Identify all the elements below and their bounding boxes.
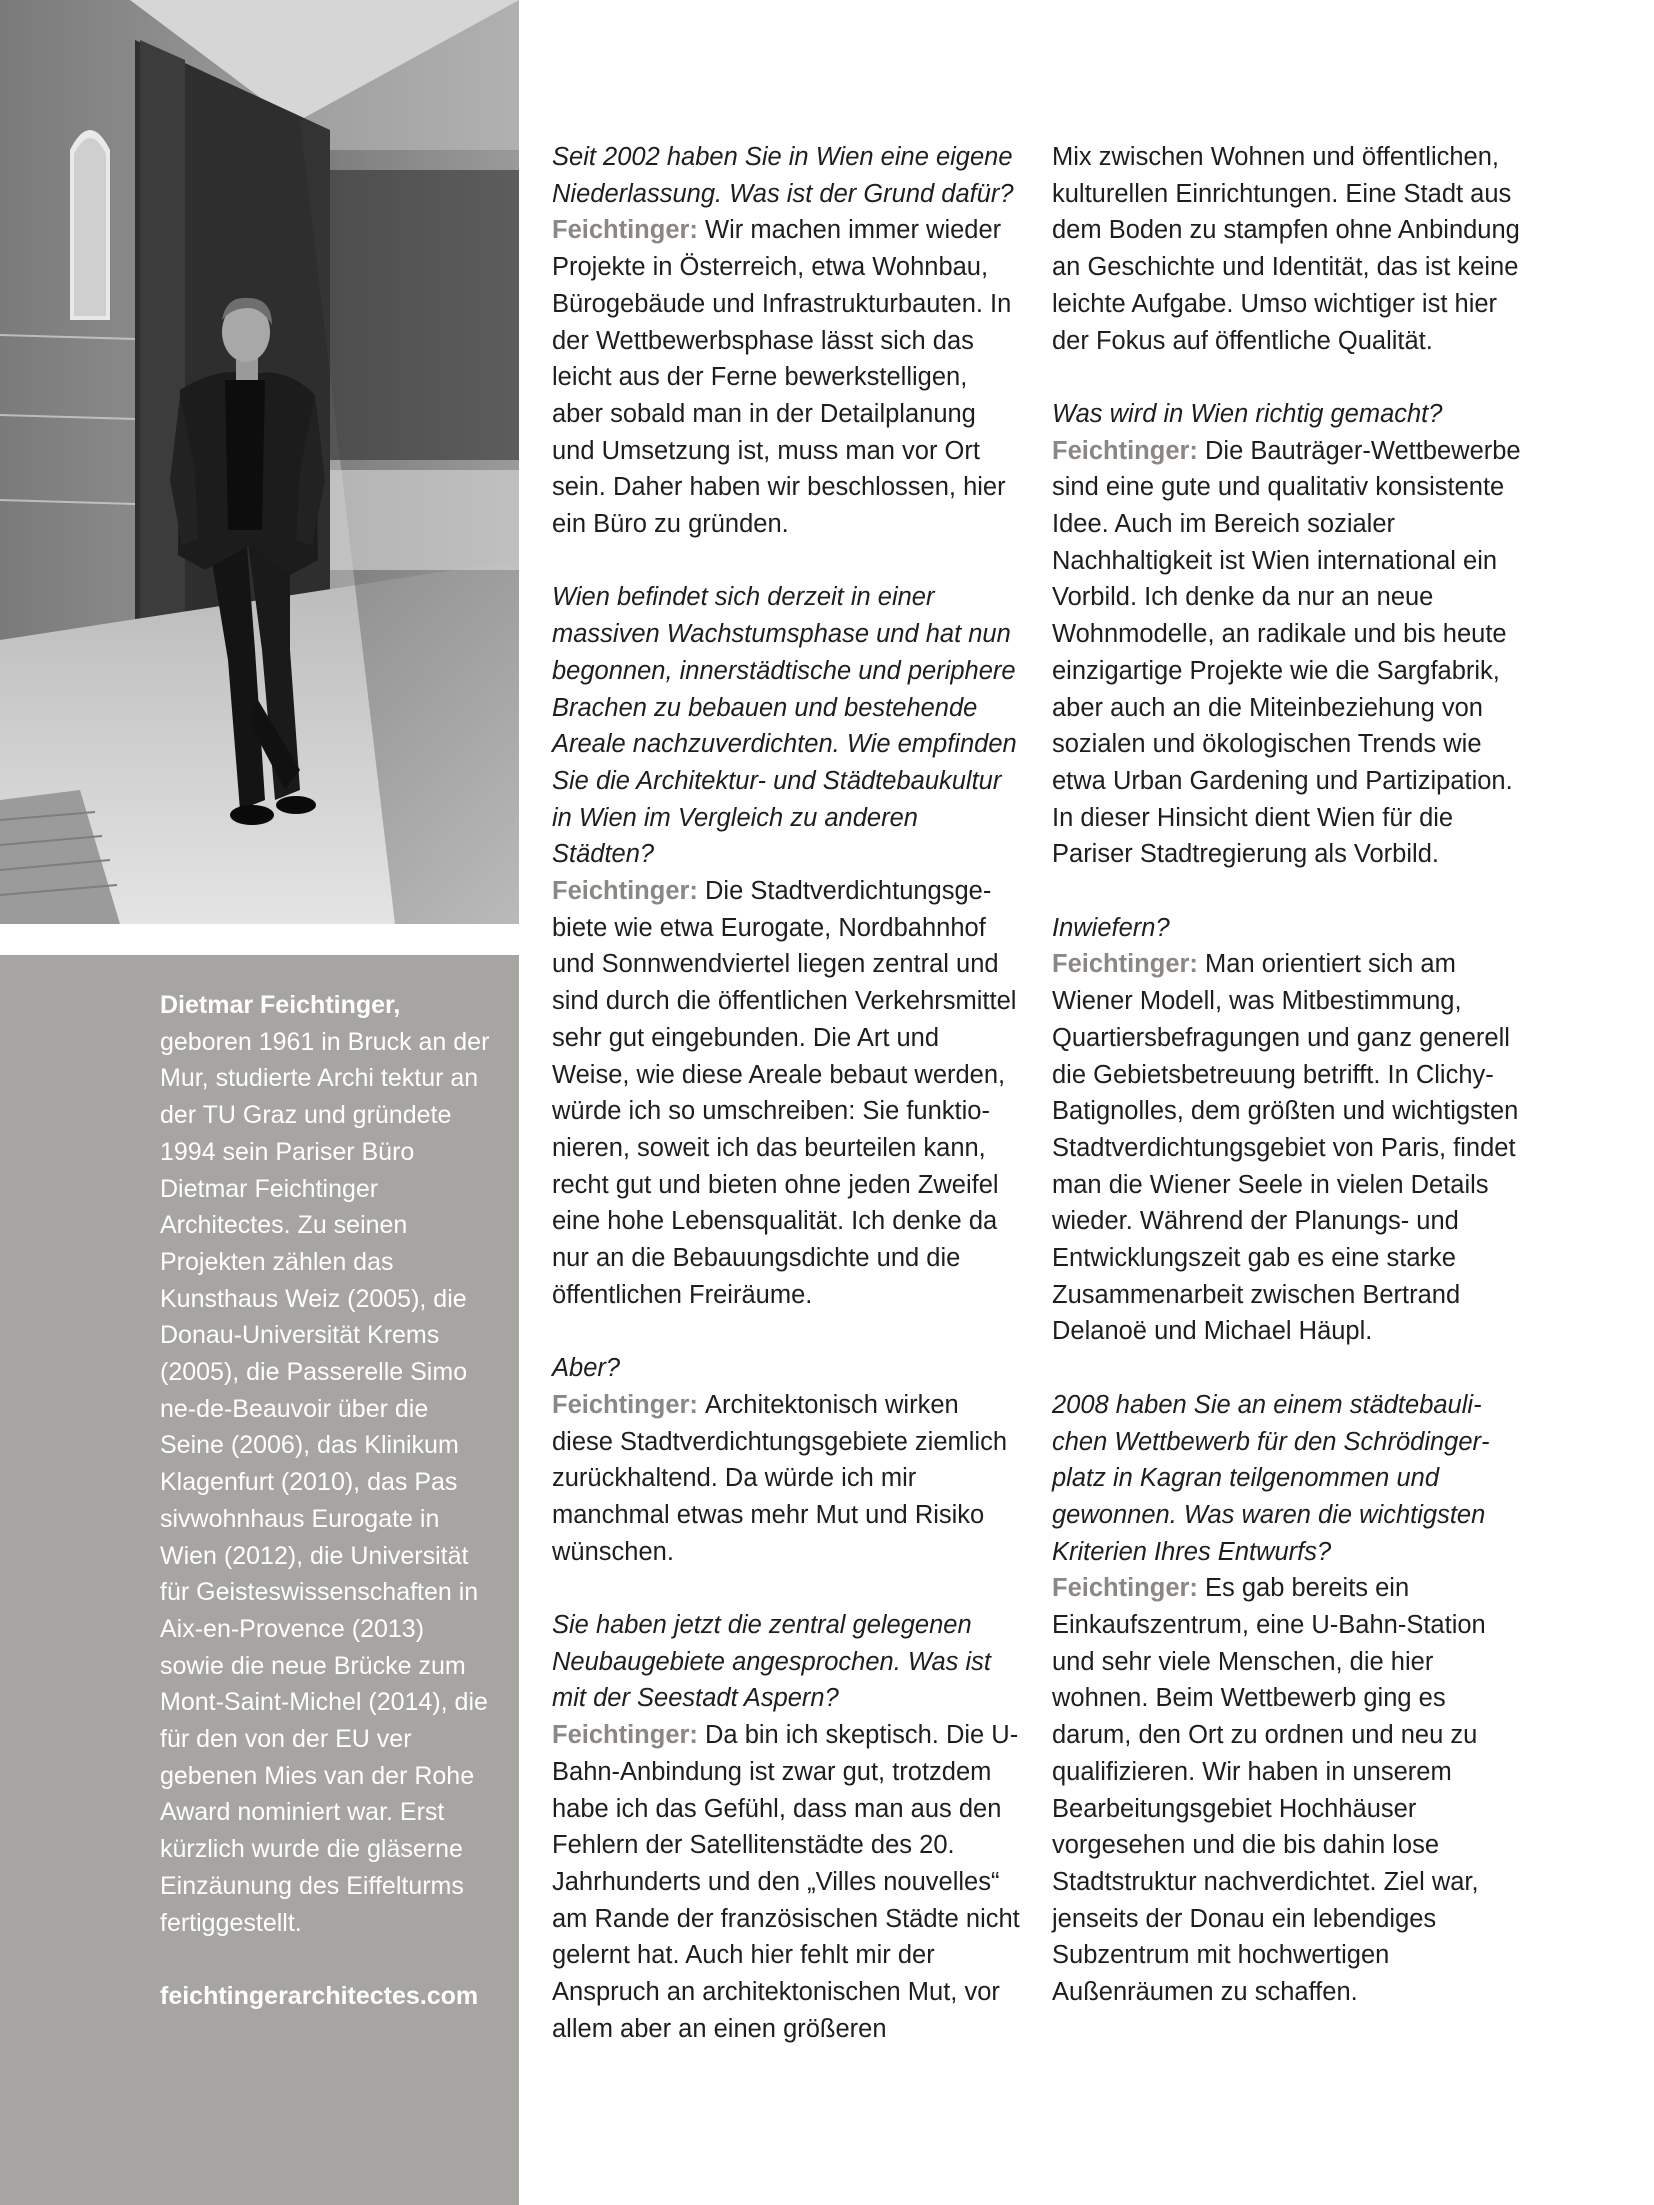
- speaker-label: Feichtinger:: [552, 1721, 706, 1750]
- qa-block: [1052, 1387, 1522, 2011]
- portrait-photo: [0, 0, 519, 924]
- question-text: Aber?: [552, 1354, 621, 1383]
- bio-website-link[interactable]: feichtingerarchitectes.com: [160, 1982, 479, 2011]
- portrait-illustration: [0, 0, 519, 924]
- interview-column-2: [1052, 139, 1522, 2048]
- qa-block: [1052, 139, 1522, 359]
- speaker-label: Feichtinger:: [1052, 950, 1206, 979]
- bio-text: [160, 987, 490, 2015]
- answer-text: Mix zwischen Wohnen und öffentlichen, kulturellen Einrichtungen. Eine Stadt aus dem Boden zu stampfen ohne Anbindung an Geschichte und Identität, das ist keine leichte Aufgabe. Umso wichtiger ist hier der Fokus auf öffentliche Qualität.: [1052, 143, 1520, 355]
- question-text: Inwiefern?: [1052, 913, 1170, 942]
- speaker-label: Feichtinger:: [552, 216, 706, 245]
- speaker-label: Feichtinger:: [1052, 436, 1206, 465]
- question-text: 2008 haben Sie an einem städtebaulichen Wettbewerb für den Schrödingerplatz in Kagran teilgenommen und gewonnen. Was waren die wichtigsten Kriterien Ihres Entwurfs?: [1052, 1390, 1490, 1566]
- qa-block: [1052, 396, 1522, 873]
- bio-name: Dietmar Feichtinger,: [160, 991, 401, 1019]
- qa-block: [552, 139, 1022, 543]
- qa-block: [552, 1607, 1022, 2047]
- bio-description: geboren 1961 in Bruck an der Mur, studierte Archi tektur an der TU Graz und gründete 1994 sein Pariser Büro Dietmar Feichtinger Architectes. Zu seinen Projekten zählen das Kunsthaus Weiz (2005), die Donau-Universität Krems (2005), die Passerelle Simo ne-de-Beauvoir über die Seine (2006), das Klinikum Klagenfurt (2010), das Pas sivwohnhaus Eurogate in Wien (2012), die Universität für Geisteswissenschaften in Aix-en-Provence (2013) sowie die neue Brücke zum Mont-Saint-Michel (2014), die für den von der EU ver gebenen Mies van der Rohe Award nominiert war. Erst kürzlich wurde die gläserne Einzäunung des Eiffelturms fertiggestellt.: [160, 1027, 490, 1937]
- qa-block: [1052, 910, 1522, 1350]
- speaker-label: Feichtinger:: [552, 877, 706, 906]
- question-text: Sie haben jetzt die zentral gelegenen Neubaugebiete angesprochen. Was ist mit der Seestadt Aspern?: [552, 1611, 991, 1713]
- answer-text: Architektonisch wirken diese Stadtverdichtungsgebiete ziemlich zurückhaltend. Da würde ich mir manchmal etwas mehr Mut und Risiko wünschen.: [552, 1390, 1008, 1566]
- question-text: Seit 2002 haben Sie in Wien eine eigene Niederlassung. Was ist der Grund dafür?: [552, 143, 1014, 208]
- answer-text: Da bin ich skeptisch. Die U-Bahn-Anbindung ist zwar gut, trotzdem habe ich das Gefühl, dass man aus den Fehlern der Satellitenstädte des 20. Jahrhunderts und den „Villes nouvelles“ am Rande der französischen Städte nicht gelernt hat. Auch hier fehlt mir der Anspruch an architektonischen Mut, vor allem aber an einen größeren: [552, 1721, 1020, 2043]
- qa-block: [552, 579, 1022, 1313]
- answer-text: Wir machen immer wieder Projekte in Österreich, etwa Wohnbau, Bürogebäude und Infrastrukturbauten. In der Wettbewerbsphase lässt sich das leicht aus der Ferne bewerkstelligen, aber sobald man in der Detailplanung und Umsetzung ist, muss man vor Ort sein. Daher haben wir beschlossen, hier ein Büro zu gründen.: [552, 216, 1012, 539]
- qa-block: [552, 1350, 1022, 1570]
- speaker-label: Feichtinger:: [1052, 1574, 1206, 1603]
- answer-text: Man orientiert sich am Wiener Modell, was Mitbestimmung, Quartiersbefragungen und ganz generell die Gebietsbetreuung betrifft. In Clichy-Batignolles, dem größten und wichtigsten Stadtverdichtungsgebiet von Paris, findet man die Wiener Seele in vielen Details wieder. Während der Planungs- und Entwicklungszeit gab es eine starke Zusammenarbeit zwischen Bertrand Delanoë und Michael Häupl.: [1052, 950, 1519, 1346]
- answer-text: Die Stadtverdichtungsgebiete wie etwa Eurogate, Nordbahnhof und Sonnwendviertel liegen zentral und sind durch die öffentlichen Verkehrsmittel sehr gut eingebunden. Die Art und Weise, wie diese Areale bebaut werden, würde ich so umschreiben: Sie funktionieren, soweit ich das beurteilen kann, recht gut und bieten ohne jeden Zweifel eine hohe Lebensqualität. Ich denke da nur an die Bebauungsdichte und die öffentlichen Freiräume.: [552, 877, 1017, 1309]
- answer-text: Die Bauträger-Wettbewerbe sind eine gute und qualitativ konsistente Idee. Auch im Bereich sozialer Nachhaltigkeit ist Wien international ein Vorbild. Ich denke da nur an neue Wohnmodelle, an radikale und bis heute einzigartige Projekte wie die Sargfabrik, aber auch an die Miteinbeziehung von sozialen und ökologischen Trends wie etwa Urban Gardening und Partizipation. In dieser Hinsicht dient Wien für die Pariser Stadtregierung als Vorbild.: [1052, 436, 1521, 869]
- interview-column-1: [552, 139, 1022, 2084]
- speaker-label: Feichtinger:: [552, 1390, 706, 1419]
- question-text: Wien befindet sich derzeit in einer massiven Wachstumsphase und hat nun begonnen, innerstädtische und periphere Brachen zu bebauen und bestehende Areale nachzuverdichten. Wie empfinden Sie die Architektur- und Städtebaukultur in Wien im Vergleich zu anderen Städten?: [552, 583, 1017, 869]
- answer-text: Es gab bereits ein Einkaufszentrum, eine U-Bahn-Station und sehr viele Menschen, die hier wohnen. Beim Wettbewerb ging es darum, den Ort zu ordnen und neu zu qualifizieren. Wir haben in unserem Bearbeitungsgebiet Hochhäuser vorgesehen und die bis dahin lose Stadtstruktur nachverdichtet. Ziel war, jenseits der Donau ein lebendiges Subzentrum mit hochwertigen Außenräumen zu schaffen.: [1052, 1574, 1486, 2007]
- question-text: Was wird in Wien richtig gemacht?: [1052, 399, 1443, 428]
